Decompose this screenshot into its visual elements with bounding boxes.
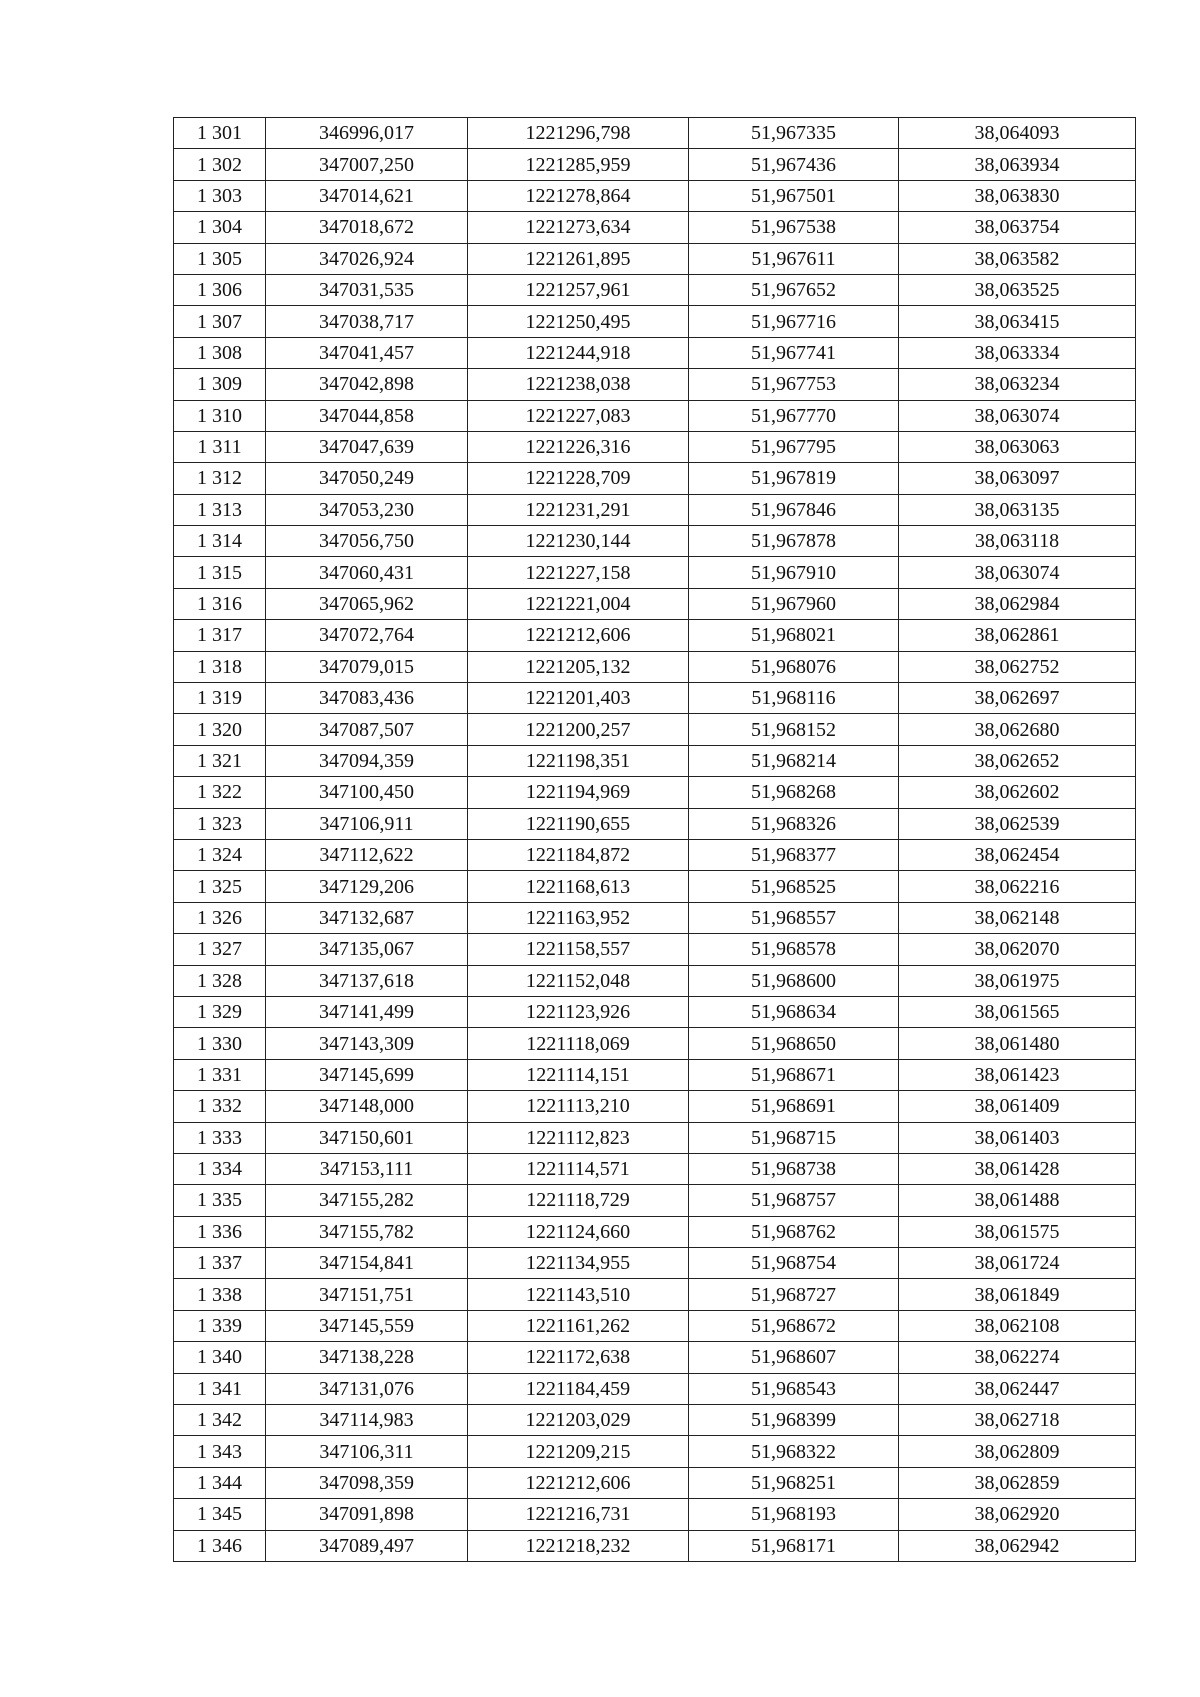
table-row xyxy=(174,212,1136,243)
longitude-cell: 38,063097 xyxy=(899,463,1136,494)
point-number-cell: 1 342 xyxy=(174,1405,266,1436)
latitude-cell: 51,968171 xyxy=(689,1530,899,1561)
x-coordinate-cell: 347072,764 xyxy=(266,620,468,651)
latitude-cell: 51,967770 xyxy=(689,400,899,431)
longitude-cell: 38,062652 xyxy=(899,745,1136,776)
point-number-cell: 1 333 xyxy=(174,1122,266,1153)
table-row xyxy=(174,651,1136,682)
point-number-cell: 1 302 xyxy=(174,149,266,180)
latitude-cell: 51,968525 xyxy=(689,871,899,902)
y-coordinate-cell: 1221296,798 xyxy=(468,118,689,149)
longitude-cell: 38,061403 xyxy=(899,1122,1136,1153)
longitude-cell: 38,061480 xyxy=(899,1028,1136,1059)
x-coordinate-cell: 347091,898 xyxy=(266,1499,468,1530)
point-number-cell: 1 313 xyxy=(174,494,266,525)
table-row xyxy=(174,1122,1136,1153)
latitude-cell: 51,968754 xyxy=(689,1248,899,1279)
longitude-cell: 38,063525 xyxy=(899,274,1136,305)
point-number-cell: 1 316 xyxy=(174,588,266,619)
x-coordinate-cell: 347150,601 xyxy=(266,1122,468,1153)
longitude-cell: 38,062942 xyxy=(899,1530,1136,1561)
y-coordinate-cell: 1221227,158 xyxy=(468,557,689,588)
point-number-cell: 1 321 xyxy=(174,745,266,776)
x-coordinate-cell: 347106,911 xyxy=(266,808,468,839)
table-row xyxy=(174,1279,1136,1310)
longitude-cell: 38,063063 xyxy=(899,431,1136,462)
y-coordinate-cell: 1221158,557 xyxy=(468,934,689,965)
point-number-cell: 1 305 xyxy=(174,243,266,274)
longitude-cell: 38,063830 xyxy=(899,180,1136,211)
x-coordinate-cell: 347060,431 xyxy=(266,557,468,588)
x-coordinate-cell: 347065,962 xyxy=(266,588,468,619)
table-row xyxy=(174,337,1136,368)
x-coordinate-cell: 347041,457 xyxy=(266,337,468,368)
latitude-cell: 51,968021 xyxy=(689,620,899,651)
point-number-cell: 1 326 xyxy=(174,902,266,933)
point-number-cell: 1 312 xyxy=(174,463,266,494)
x-coordinate-cell: 347143,309 xyxy=(266,1028,468,1059)
table-row xyxy=(174,902,1136,933)
latitude-cell: 51,968268 xyxy=(689,777,899,808)
point-number-cell: 1 327 xyxy=(174,934,266,965)
longitude-cell: 38,062454 xyxy=(899,839,1136,870)
latitude-cell: 51,968634 xyxy=(689,996,899,1027)
y-coordinate-cell: 1221113,210 xyxy=(468,1091,689,1122)
point-number-cell: 1 330 xyxy=(174,1028,266,1059)
longitude-cell: 38,061975 xyxy=(899,965,1136,996)
point-number-cell: 1 343 xyxy=(174,1436,266,1467)
latitude-cell: 51,968671 xyxy=(689,1059,899,1090)
x-coordinate-cell: 347100,450 xyxy=(266,777,468,808)
y-coordinate-cell: 1221203,029 xyxy=(468,1405,689,1436)
x-coordinate-cell: 347007,250 xyxy=(266,149,468,180)
latitude-cell: 51,967501 xyxy=(689,180,899,211)
x-coordinate-cell: 347094,359 xyxy=(266,745,468,776)
y-coordinate-cell: 1221124,660 xyxy=(468,1216,689,1247)
table-row xyxy=(174,180,1136,211)
longitude-cell: 38,061565 xyxy=(899,996,1136,1027)
y-coordinate-cell: 1221201,403 xyxy=(468,683,689,714)
longitude-cell: 38,061575 xyxy=(899,1216,1136,1247)
x-coordinate-cell: 347112,622 xyxy=(266,839,468,870)
latitude-cell: 51,967538 xyxy=(689,212,899,243)
table-row xyxy=(174,683,1136,714)
latitude-cell: 51,968691 xyxy=(689,1091,899,1122)
longitude-cell: 38,063234 xyxy=(899,369,1136,400)
table-row xyxy=(174,494,1136,525)
y-coordinate-cell: 1221230,144 xyxy=(468,526,689,557)
point-number-cell: 1 339 xyxy=(174,1310,266,1341)
latitude-cell: 51,968727 xyxy=(689,1279,899,1310)
y-coordinate-cell: 1221161,262 xyxy=(468,1310,689,1341)
x-coordinate-cell: 346996,017 xyxy=(266,118,468,149)
x-coordinate-cell: 347089,497 xyxy=(266,1530,468,1561)
y-coordinate-cell: 1221184,459 xyxy=(468,1373,689,1404)
coordinates-table xyxy=(173,117,1136,1562)
point-number-cell: 1 303 xyxy=(174,180,266,211)
table-row xyxy=(174,1499,1136,1530)
latitude-cell: 51,968762 xyxy=(689,1216,899,1247)
point-number-cell: 1 308 xyxy=(174,337,266,368)
longitude-cell: 38,062752 xyxy=(899,651,1136,682)
y-coordinate-cell: 1221257,961 xyxy=(468,274,689,305)
table-row xyxy=(174,118,1136,149)
table-row xyxy=(174,463,1136,494)
longitude-cell: 38,062602 xyxy=(899,777,1136,808)
x-coordinate-cell: 347138,228 xyxy=(266,1342,468,1373)
x-coordinate-cell: 347141,499 xyxy=(266,996,468,1027)
longitude-cell: 38,063074 xyxy=(899,557,1136,588)
table-row xyxy=(174,1216,1136,1247)
table-row xyxy=(174,1248,1136,1279)
longitude-cell: 38,062984 xyxy=(899,588,1136,619)
point-number-cell: 1 340 xyxy=(174,1342,266,1373)
table-row xyxy=(174,243,1136,274)
latitude-cell: 51,967819 xyxy=(689,463,899,494)
point-number-cell: 1 319 xyxy=(174,683,266,714)
point-number-cell: 1 304 xyxy=(174,212,266,243)
table-row xyxy=(174,965,1136,996)
table-row xyxy=(174,274,1136,305)
point-number-cell: 1 318 xyxy=(174,651,266,682)
latitude-cell: 51,968607 xyxy=(689,1342,899,1373)
x-coordinate-cell: 347106,311 xyxy=(266,1436,468,1467)
longitude-cell: 38,061488 xyxy=(899,1185,1136,1216)
latitude-cell: 51,968116 xyxy=(689,683,899,714)
y-coordinate-cell: 1221261,895 xyxy=(468,243,689,274)
point-number-cell: 1 320 xyxy=(174,714,266,745)
table-row xyxy=(174,1310,1136,1341)
longitude-cell: 38,061724 xyxy=(899,1248,1136,1279)
table-row xyxy=(174,306,1136,337)
x-coordinate-cell: 347044,858 xyxy=(266,400,468,431)
y-coordinate-cell: 1221123,926 xyxy=(468,996,689,1027)
longitude-cell: 38,062809 xyxy=(899,1436,1136,1467)
x-coordinate-cell: 347079,015 xyxy=(266,651,468,682)
x-coordinate-cell: 347155,282 xyxy=(266,1185,468,1216)
longitude-cell: 38,062861 xyxy=(899,620,1136,651)
point-number-cell: 1 317 xyxy=(174,620,266,651)
y-coordinate-cell: 1221278,864 xyxy=(468,180,689,211)
x-coordinate-cell: 347151,751 xyxy=(266,1279,468,1310)
longitude-cell: 38,063334 xyxy=(899,337,1136,368)
longitude-cell: 38,063934 xyxy=(899,149,1136,180)
latitude-cell: 51,968650 xyxy=(689,1028,899,1059)
longitude-cell: 38,064093 xyxy=(899,118,1136,149)
x-coordinate-cell: 347148,000 xyxy=(266,1091,468,1122)
y-coordinate-cell: 1221134,955 xyxy=(468,1248,689,1279)
y-coordinate-cell: 1221244,918 xyxy=(468,337,689,368)
x-coordinate-cell: 347135,067 xyxy=(266,934,468,965)
x-coordinate-cell: 347145,559 xyxy=(266,1310,468,1341)
table-row xyxy=(174,1342,1136,1373)
x-coordinate-cell: 347154,841 xyxy=(266,1248,468,1279)
table-row xyxy=(174,1530,1136,1561)
table-row xyxy=(174,1467,1136,1498)
x-coordinate-cell: 347038,717 xyxy=(266,306,468,337)
table-row xyxy=(174,1028,1136,1059)
y-coordinate-cell: 1221112,823 xyxy=(468,1122,689,1153)
longitude-cell: 38,063074 xyxy=(899,400,1136,431)
latitude-cell: 51,968322 xyxy=(689,1436,899,1467)
table-row xyxy=(174,745,1136,776)
latitude-cell: 51,967335 xyxy=(689,118,899,149)
table-row xyxy=(174,934,1136,965)
point-number-cell: 1 344 xyxy=(174,1467,266,1498)
table-row xyxy=(174,431,1136,462)
x-coordinate-cell: 347087,507 xyxy=(266,714,468,745)
point-number-cell: 1 338 xyxy=(174,1279,266,1310)
y-coordinate-cell: 1221231,291 xyxy=(468,494,689,525)
point-number-cell: 1 346 xyxy=(174,1530,266,1561)
point-number-cell: 1 311 xyxy=(174,431,266,462)
x-coordinate-cell: 347153,111 xyxy=(266,1153,468,1184)
y-coordinate-cell: 1221228,709 xyxy=(468,463,689,494)
latitude-cell: 51,968214 xyxy=(689,745,899,776)
y-coordinate-cell: 1221118,069 xyxy=(468,1028,689,1059)
y-coordinate-cell: 1221114,151 xyxy=(468,1059,689,1090)
x-coordinate-cell: 347131,076 xyxy=(266,1373,468,1404)
latitude-cell: 51,968152 xyxy=(689,714,899,745)
y-coordinate-cell: 1221238,038 xyxy=(468,369,689,400)
longitude-cell: 38,063135 xyxy=(899,494,1136,525)
y-coordinate-cell: 1221168,613 xyxy=(468,871,689,902)
longitude-cell: 38,063118 xyxy=(899,526,1136,557)
latitude-cell: 51,968543 xyxy=(689,1373,899,1404)
latitude-cell: 51,968757 xyxy=(689,1185,899,1216)
y-coordinate-cell: 1221163,952 xyxy=(468,902,689,933)
longitude-cell: 38,061849 xyxy=(899,1279,1136,1310)
longitude-cell: 38,062920 xyxy=(899,1499,1136,1530)
x-coordinate-cell: 347047,639 xyxy=(266,431,468,462)
longitude-cell: 38,062539 xyxy=(899,808,1136,839)
longitude-cell: 38,062070 xyxy=(899,934,1136,965)
latitude-cell: 51,968377 xyxy=(689,839,899,870)
x-coordinate-cell: 347050,249 xyxy=(266,463,468,494)
y-coordinate-cell: 1221227,083 xyxy=(468,400,689,431)
table-row xyxy=(174,149,1136,180)
table-row xyxy=(174,714,1136,745)
latitude-cell: 51,967652 xyxy=(689,274,899,305)
latitude-cell: 51,967878 xyxy=(689,526,899,557)
y-coordinate-cell: 1221152,048 xyxy=(468,965,689,996)
latitude-cell: 51,967960 xyxy=(689,588,899,619)
latitude-cell: 51,968600 xyxy=(689,965,899,996)
x-coordinate-cell: 347018,672 xyxy=(266,212,468,243)
y-coordinate-cell: 1221200,257 xyxy=(468,714,689,745)
latitude-cell: 51,967611 xyxy=(689,243,899,274)
longitude-cell: 38,063415 xyxy=(899,306,1136,337)
y-coordinate-cell: 1221226,316 xyxy=(468,431,689,462)
x-coordinate-cell: 347031,535 xyxy=(266,274,468,305)
point-number-cell: 1 309 xyxy=(174,369,266,400)
latitude-cell: 51,968557 xyxy=(689,902,899,933)
point-number-cell: 1 322 xyxy=(174,777,266,808)
table-row xyxy=(174,808,1136,839)
x-coordinate-cell: 347026,924 xyxy=(266,243,468,274)
table-row xyxy=(174,871,1136,902)
x-coordinate-cell: 347056,750 xyxy=(266,526,468,557)
latitude-cell: 51,967795 xyxy=(689,431,899,462)
latitude-cell: 51,968399 xyxy=(689,1405,899,1436)
latitude-cell: 51,968578 xyxy=(689,934,899,965)
point-number-cell: 1 324 xyxy=(174,839,266,870)
longitude-cell: 38,062859 xyxy=(899,1467,1136,1498)
x-coordinate-cell: 347042,898 xyxy=(266,369,468,400)
point-number-cell: 1 314 xyxy=(174,526,266,557)
y-coordinate-cell: 1221209,215 xyxy=(468,1436,689,1467)
longitude-cell: 38,063582 xyxy=(899,243,1136,274)
y-coordinate-cell: 1221218,232 xyxy=(468,1530,689,1561)
point-number-cell: 1 307 xyxy=(174,306,266,337)
x-coordinate-cell: 347129,206 xyxy=(266,871,468,902)
longitude-cell: 38,062447 xyxy=(899,1373,1136,1404)
longitude-cell: 38,061423 xyxy=(899,1059,1136,1090)
table-row xyxy=(174,996,1136,1027)
y-coordinate-cell: 1221172,638 xyxy=(468,1342,689,1373)
y-coordinate-cell: 1221221,004 xyxy=(468,588,689,619)
table-row xyxy=(174,1091,1136,1122)
longitude-cell: 38,062697 xyxy=(899,683,1136,714)
table-row xyxy=(174,557,1136,588)
longitude-cell: 38,062108 xyxy=(899,1310,1136,1341)
latitude-cell: 51,967436 xyxy=(689,149,899,180)
latitude-cell: 51,968672 xyxy=(689,1310,899,1341)
x-coordinate-cell: 347114,983 xyxy=(266,1405,468,1436)
point-number-cell: 1 332 xyxy=(174,1091,266,1122)
latitude-cell: 51,968076 xyxy=(689,651,899,682)
point-number-cell: 1 335 xyxy=(174,1185,266,1216)
table-row xyxy=(174,588,1136,619)
table-row xyxy=(174,839,1136,870)
longitude-cell: 38,061428 xyxy=(899,1153,1136,1184)
x-coordinate-cell: 347098,359 xyxy=(266,1467,468,1498)
longitude-cell: 38,062216 xyxy=(899,871,1136,902)
latitude-cell: 51,968738 xyxy=(689,1153,899,1184)
y-coordinate-cell: 1221250,495 xyxy=(468,306,689,337)
point-number-cell: 1 334 xyxy=(174,1153,266,1184)
longitude-cell: 38,062718 xyxy=(899,1405,1136,1436)
point-number-cell: 1 315 xyxy=(174,557,266,588)
point-number-cell: 1 306 xyxy=(174,274,266,305)
table-row xyxy=(174,1373,1136,1404)
point-number-cell: 1 345 xyxy=(174,1499,266,1530)
x-coordinate-cell: 347014,621 xyxy=(266,180,468,211)
x-coordinate-cell: 347145,699 xyxy=(266,1059,468,1090)
latitude-cell: 51,967753 xyxy=(689,369,899,400)
point-number-cell: 1 323 xyxy=(174,808,266,839)
latitude-cell: 51,968326 xyxy=(689,808,899,839)
point-number-cell: 1 337 xyxy=(174,1248,266,1279)
y-coordinate-cell: 1221216,731 xyxy=(468,1499,689,1530)
y-coordinate-cell: 1221205,132 xyxy=(468,651,689,682)
x-coordinate-cell: 347083,436 xyxy=(266,683,468,714)
table-row xyxy=(174,777,1136,808)
longitude-cell: 38,063754 xyxy=(899,212,1136,243)
point-number-cell: 1 329 xyxy=(174,996,266,1027)
point-number-cell: 1 336 xyxy=(174,1216,266,1247)
latitude-cell: 51,968715 xyxy=(689,1122,899,1153)
point-number-cell: 1 310 xyxy=(174,400,266,431)
table-row xyxy=(174,1405,1136,1436)
y-coordinate-cell: 1221212,606 xyxy=(468,620,689,651)
y-coordinate-cell: 1221118,729 xyxy=(468,1185,689,1216)
y-coordinate-cell: 1221184,872 xyxy=(468,839,689,870)
point-number-cell: 1 341 xyxy=(174,1373,266,1404)
x-coordinate-cell: 347132,687 xyxy=(266,902,468,933)
latitude-cell: 51,967910 xyxy=(689,557,899,588)
latitude-cell: 51,968251 xyxy=(689,1467,899,1498)
coordinates-table-body xyxy=(174,118,1136,1562)
longitude-cell: 38,062680 xyxy=(899,714,1136,745)
table-row xyxy=(174,1185,1136,1216)
y-coordinate-cell: 1221285,959 xyxy=(468,149,689,180)
y-coordinate-cell: 1221194,969 xyxy=(468,777,689,808)
x-coordinate-cell: 347053,230 xyxy=(266,494,468,525)
longitude-cell: 38,061409 xyxy=(899,1091,1136,1122)
longitude-cell: 38,062274 xyxy=(899,1342,1136,1373)
latitude-cell: 51,968193 xyxy=(689,1499,899,1530)
x-coordinate-cell: 347155,782 xyxy=(266,1216,468,1247)
x-coordinate-cell: 347137,618 xyxy=(266,965,468,996)
y-coordinate-cell: 1221143,510 xyxy=(468,1279,689,1310)
y-coordinate-cell: 1221273,634 xyxy=(468,212,689,243)
y-coordinate-cell: 1221212,606 xyxy=(468,1467,689,1498)
table-row xyxy=(174,1059,1136,1090)
y-coordinate-cell: 1221198,351 xyxy=(468,745,689,776)
table-row xyxy=(174,400,1136,431)
latitude-cell: 51,967716 xyxy=(689,306,899,337)
y-coordinate-cell: 1221114,571 xyxy=(468,1153,689,1184)
table-row xyxy=(174,1153,1136,1184)
point-number-cell: 1 301 xyxy=(174,118,266,149)
y-coordinate-cell: 1221190,655 xyxy=(468,808,689,839)
latitude-cell: 51,967741 xyxy=(689,337,899,368)
table-row xyxy=(174,1436,1136,1467)
table-row xyxy=(174,526,1136,557)
latitude-cell: 51,967846 xyxy=(689,494,899,525)
point-number-cell: 1 328 xyxy=(174,965,266,996)
table-row xyxy=(174,620,1136,651)
point-number-cell: 1 325 xyxy=(174,871,266,902)
point-number-cell: 1 331 xyxy=(174,1059,266,1090)
table-row xyxy=(174,369,1136,400)
longitude-cell: 38,062148 xyxy=(899,902,1136,933)
